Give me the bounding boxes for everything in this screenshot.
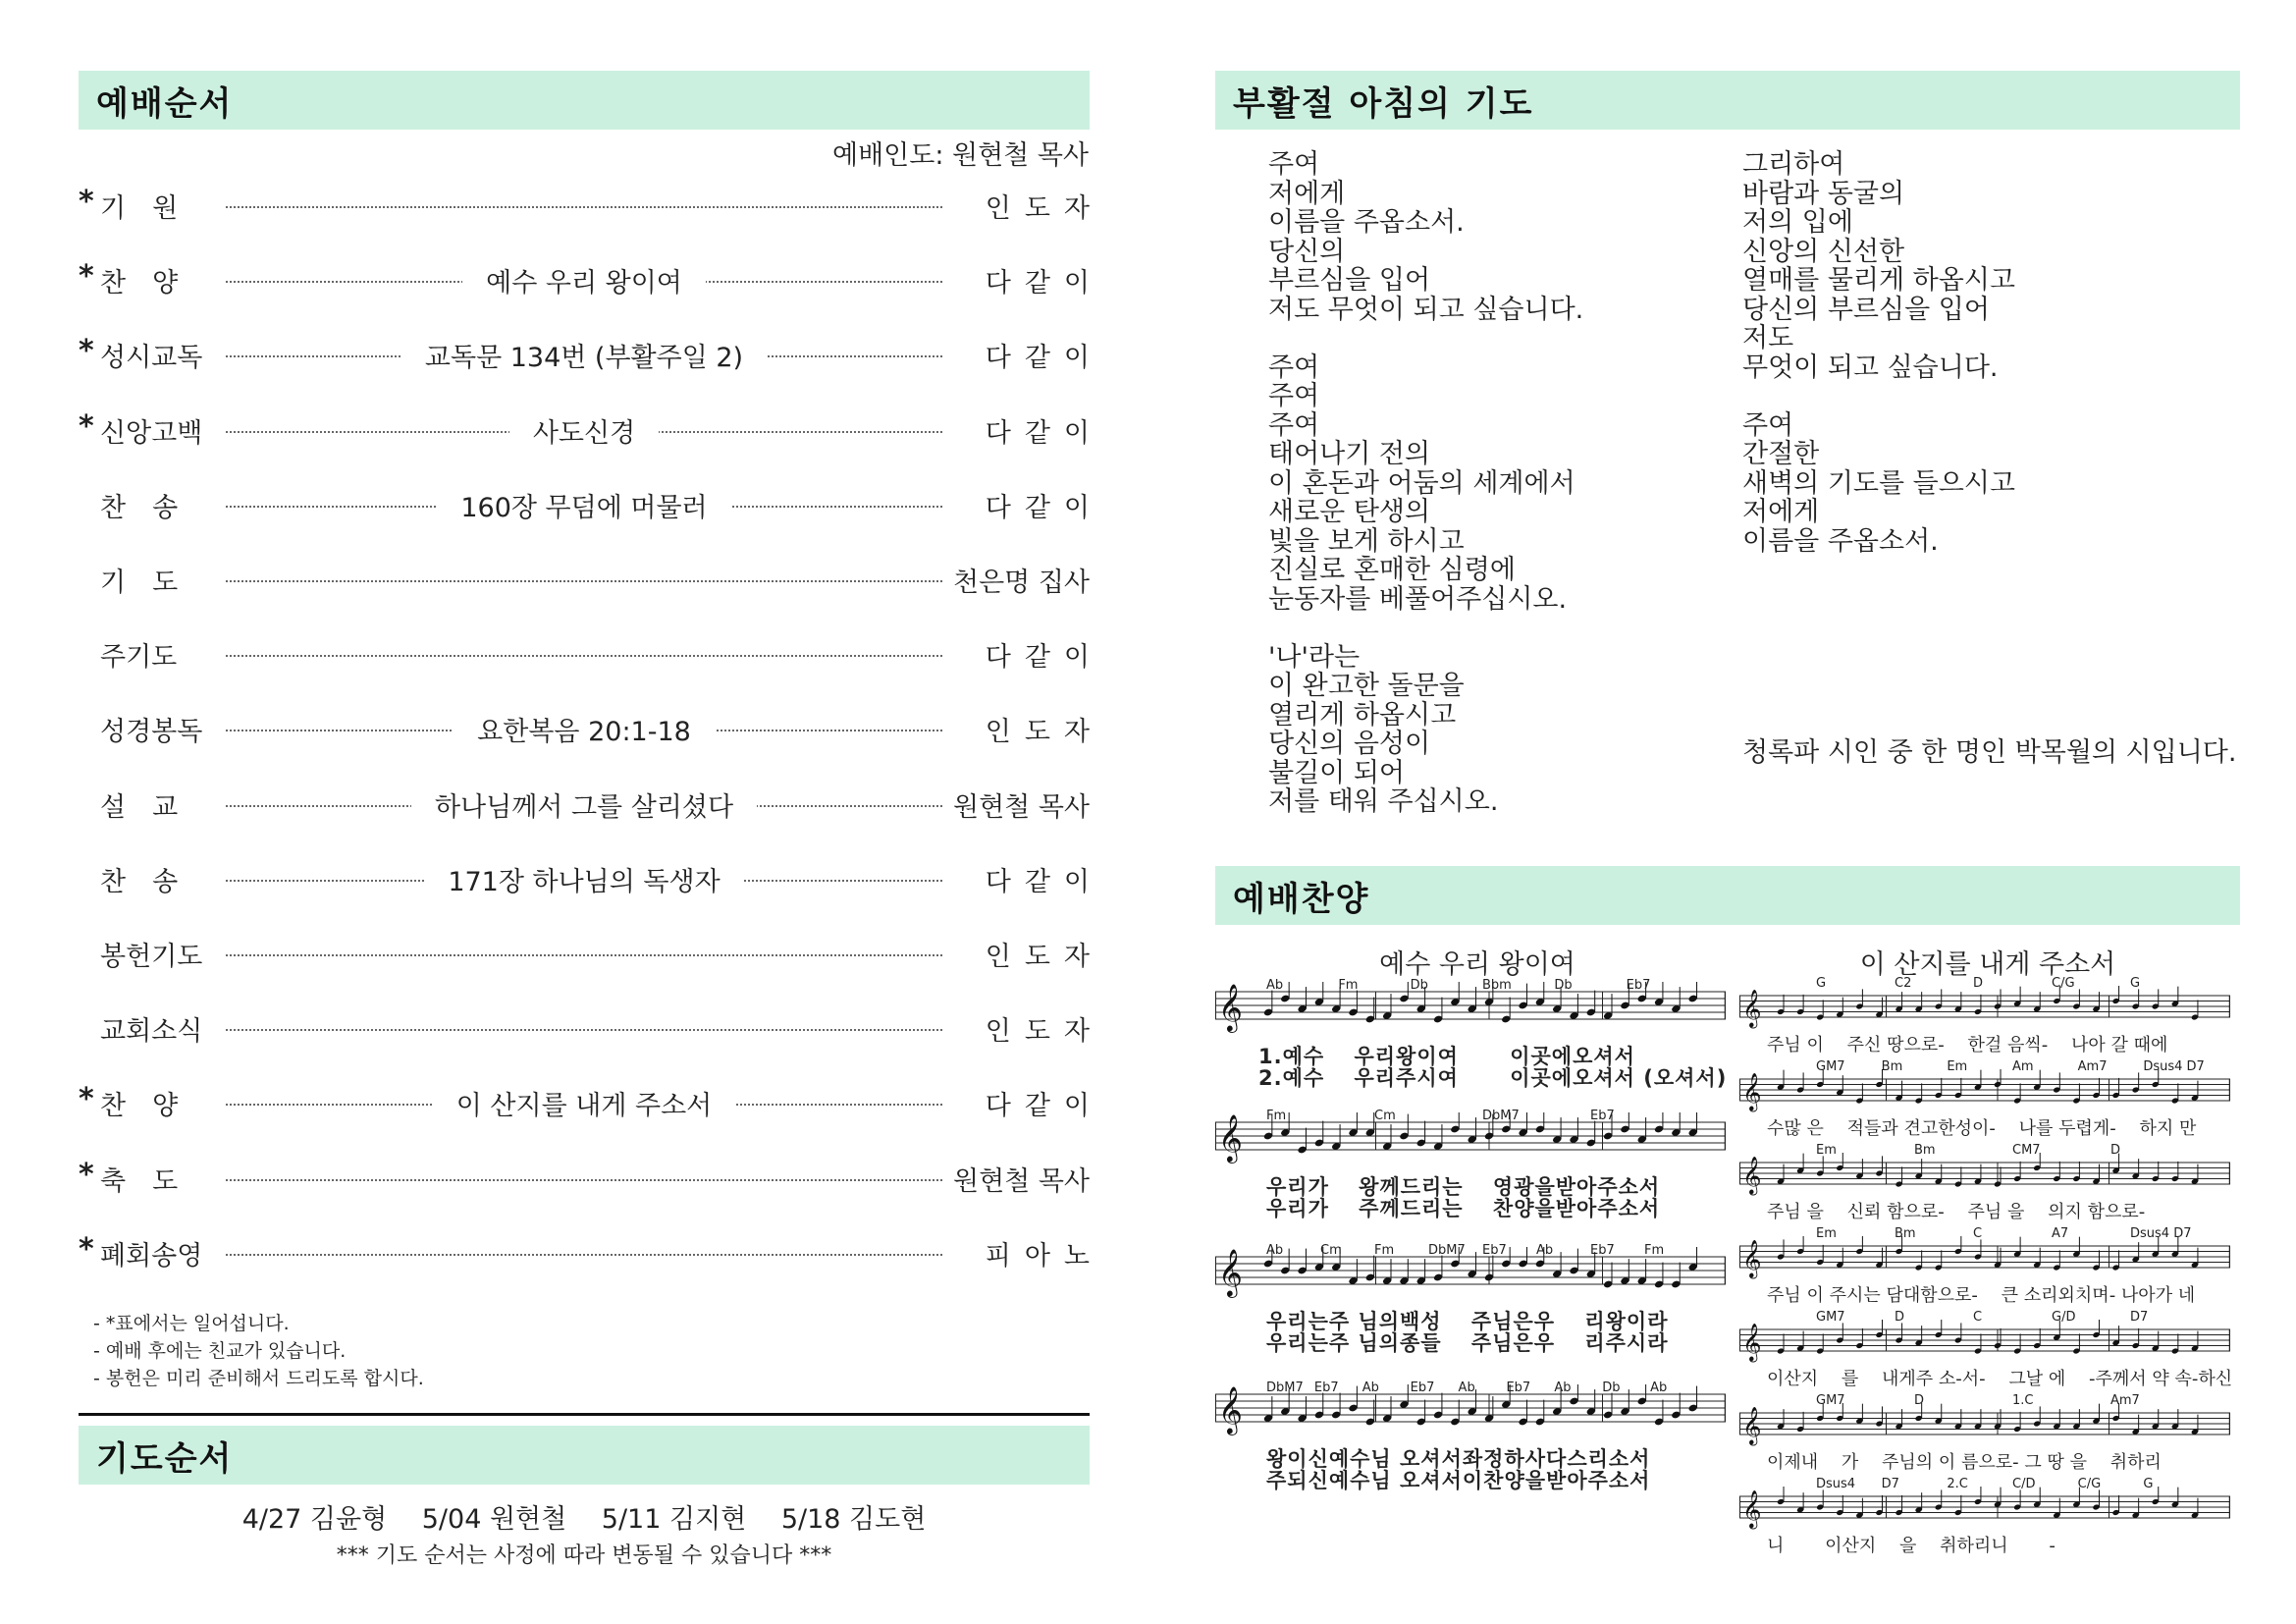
svg-text:𝄞: 𝄞 xyxy=(1742,1323,1762,1361)
chord-symbol: D xyxy=(1914,1393,1925,1408)
chord-symbol: C xyxy=(1973,1226,1983,1241)
leader-dots xyxy=(226,954,942,956)
poem-line: 당신의 부르심을 입어 xyxy=(1742,294,1990,325)
stanza-gap xyxy=(1268,324,1583,353)
worship-songs-header xyxy=(1215,866,2240,925)
song1-lyric-line: 1.예수 우리왕이여 이곳에오셔서 xyxy=(1258,1045,1635,1068)
chord-symbol: Db xyxy=(1554,978,1573,993)
chord-symbol: G xyxy=(2130,976,2141,991)
svg-text:𝄞: 𝄞 xyxy=(1218,1385,1243,1434)
poem-line: 태어나기 전의 xyxy=(1268,439,1431,469)
worship-leader: 예배인도: 원현철 목사 xyxy=(832,140,1089,171)
poem-line: 저에게 xyxy=(1268,178,1346,209)
chord-symbol: G/D xyxy=(2052,1310,2076,1325)
chord-symbol: Cm xyxy=(1320,1243,1342,1258)
order-item-label: 찬 양 xyxy=(100,1091,179,1122)
svg-text:𝄞: 𝄞 xyxy=(1218,1248,1243,1296)
song1-lyric-line: 우리는주 님의종들 주님은우 리주시라 xyxy=(1266,1331,1669,1355)
chord-symbol: Am7 xyxy=(2110,1393,2140,1408)
chord-symbol: A7 xyxy=(2052,1226,2069,1241)
leader-dots xyxy=(226,1179,942,1181)
poem-line: 열리게 하옵시고 xyxy=(1268,699,1457,731)
poem-line: 눈동자를 베풀어주십시오. xyxy=(1268,583,1568,615)
standing-mark: * xyxy=(79,334,94,369)
poem-line: '나'라는 xyxy=(1268,641,1361,673)
song1-title: 예수 우리 왕이여 xyxy=(1379,949,1575,980)
poem-line: 그리하여 xyxy=(1742,149,1845,180)
standing-mark: * xyxy=(79,259,94,295)
order-row xyxy=(79,631,1103,675)
easter-prayer-title: 부활절 아침의 기도 xyxy=(1233,83,1534,124)
svg-text:𝄞: 𝄞 xyxy=(1742,1489,1762,1528)
poem-line: 저도 무엇이 되고 싶습니다. xyxy=(1268,294,1584,325)
easter-prayer-header xyxy=(1215,71,2240,130)
chord-symbol: 2.C xyxy=(1947,1477,1968,1491)
poem-line: 신앙의 신선한 xyxy=(1742,236,1905,267)
order-row xyxy=(79,407,1103,451)
order-item-label: 찬 양 xyxy=(100,268,179,299)
svg-text:𝄞: 𝄞 xyxy=(1218,983,1243,1031)
song1-lyric-line: 주되신예수님 오셔서이찬양을받아주소서 xyxy=(1266,1469,1651,1492)
chord-symbol: Bbm xyxy=(1482,978,1512,993)
standing-mark: * xyxy=(79,1082,94,1117)
poem-line: 부르심을 입어 xyxy=(1268,265,1431,296)
prayer-order-header xyxy=(79,1426,1090,1485)
prayer-schedule: 4/27 김윤형 5/04 원현철 5/11 김지현 5/18 김도현 xyxy=(241,1504,927,1535)
order-item-text: 160장 무덤에 머물러 xyxy=(437,493,730,523)
order-item-performer: 인도자 xyxy=(985,942,1103,972)
chord-symbol: Fm xyxy=(1644,1243,1665,1258)
chord-symbol: Ab xyxy=(1554,1380,1572,1395)
chord-symbol: Ab xyxy=(1536,1243,1554,1258)
chord-symbol: D xyxy=(1973,976,1984,991)
chord-symbol: Eb7 xyxy=(1590,1243,1615,1258)
chord-symbol: Dsus4 D7 xyxy=(2143,1059,2205,1074)
order-row xyxy=(79,332,1103,375)
poem-line: 저를 태워 주십시오. xyxy=(1268,786,1499,817)
chord-symbol: C/G xyxy=(2077,1477,2102,1491)
order-row xyxy=(79,856,1103,899)
chord-symbol: Ab xyxy=(1362,1380,1379,1395)
poem-line: 주여 xyxy=(1742,409,1794,441)
svg-text:𝄞: 𝄞 xyxy=(1218,1113,1243,1162)
song2-lyric-line: 주님 을 신뢰 함으로- 주님 을 의지 함으로- xyxy=(1767,1202,2146,1222)
standing-mark: * xyxy=(79,1231,94,1267)
chord-symbol: Db xyxy=(1410,978,1428,993)
poem-credit: 청록파 시인 중 한 명인 박목월의 시입니다. xyxy=(1742,737,2237,768)
song2-lyric-line: 이산지 를 내게주 소-서- 그날 에 -주께서 약 속-하신 xyxy=(1767,1369,2233,1389)
standing-mark: * xyxy=(79,1157,94,1192)
order-item-performer: 피아노 xyxy=(985,1240,1103,1272)
order-item-label: 신앙고백 xyxy=(100,417,203,449)
order-row xyxy=(79,931,1103,974)
order-row xyxy=(79,257,1103,300)
chord-symbol: Fm xyxy=(1374,1243,1395,1258)
order-item-performer: 다같이 xyxy=(985,642,1103,674)
order-item-label: 성경봉독 xyxy=(100,717,203,748)
chord-symbol: C2 xyxy=(1895,976,1912,991)
leader-dots xyxy=(226,580,942,582)
leader-dots xyxy=(226,1254,942,1256)
order-item-label: 찬 송 xyxy=(100,866,179,897)
poem-line: 주여 xyxy=(1268,409,1320,441)
stanza-gap xyxy=(1742,382,2015,411)
order-item-text: 이 산지를 내게 주소서 xyxy=(433,1091,736,1121)
order-item-label: 축 도 xyxy=(100,1165,179,1197)
chord-symbol: Fm xyxy=(1266,1109,1287,1123)
standing-mark: * xyxy=(79,408,94,444)
order-item-label: 기 원 xyxy=(100,193,179,224)
song1-lyric-line: 왕이신예수님 오셔서좌정하사다스리소서 xyxy=(1266,1447,1651,1471)
order-row xyxy=(79,1080,1103,1123)
poem-line: 간절한 xyxy=(1742,439,1820,469)
order-row xyxy=(79,557,1090,600)
song1-staff xyxy=(1215,1112,1726,1171)
poem-line: 무엇이 되고 싶습니다. xyxy=(1742,352,1999,383)
order-item-text: 하나님께서 그를 살리셨다 xyxy=(411,792,757,823)
order-item-performer: 천은명 집사 xyxy=(953,568,1090,598)
leader-dots xyxy=(226,206,942,208)
chord-symbol: Em xyxy=(1816,1226,1837,1241)
order-item-content xyxy=(226,486,942,524)
order-item-label: 찬 송 xyxy=(100,492,179,523)
poem-line: 주여 xyxy=(1268,149,1320,180)
chord-symbol: Cm xyxy=(1374,1109,1396,1123)
order-item-content xyxy=(226,860,942,898)
song2-title: 이 산지를 내게 주소서 xyxy=(1859,949,2116,980)
order-item-performer: 원현철 목사 xyxy=(953,791,1090,823)
order-item-performer: 다같이 xyxy=(985,417,1103,449)
chord-symbol: Bm xyxy=(1881,1059,1903,1074)
poem-line: 주여 xyxy=(1268,352,1320,383)
order-row xyxy=(79,183,1103,226)
chord-symbol: Ab xyxy=(1266,1243,1284,1258)
chord-symbol: D xyxy=(1895,1310,1905,1325)
order-item-performer: 인도자 xyxy=(985,193,1103,224)
poem-line: 새벽의 기도를 들으시고 xyxy=(1742,467,2015,499)
poem-line: 저의 입에 xyxy=(1742,207,1853,238)
chord-symbol: Ab xyxy=(1650,1380,1668,1395)
worship-order-title: 예배순서 xyxy=(96,83,234,124)
note-line: - 예배 후에는 친교가 있습니다. xyxy=(93,1340,347,1362)
chord-symbol: Em xyxy=(1816,1143,1837,1158)
worship-songs-title: 예배찬양 xyxy=(1233,879,1370,919)
standing-mark: * xyxy=(79,185,94,219)
song1-lyric-line: 우리가 왕께드리는 영광을받아주소서 xyxy=(1266,1175,1661,1199)
order-item-label: 봉헌기도 xyxy=(100,942,203,972)
poem-line: 저도 xyxy=(1742,323,1794,353)
chord-symbol: Eb7 xyxy=(1410,1380,1435,1395)
song2-lyric-line: 니 이산지 을 취하리니 - xyxy=(1767,1536,2056,1556)
poem-column-1 xyxy=(1268,150,1583,817)
order-item-label: 주기도 xyxy=(100,642,178,674)
chord-symbol: Ab xyxy=(1266,978,1284,993)
order-item-performer: 원현철 목사 xyxy=(953,1165,1090,1197)
order-row xyxy=(79,1230,1103,1273)
leader-dots xyxy=(226,655,942,657)
order-row xyxy=(79,706,1103,749)
chord-symbol: Am xyxy=(2012,1059,2034,1074)
note-line: - *표에서는 일어섭니다. xyxy=(93,1313,290,1334)
song1-lyric-line: 2.예수 우리주시여 이곳에오셔서 (오셔서) xyxy=(1258,1066,1728,1090)
chord-symbol: DbM7 xyxy=(1428,1243,1466,1258)
song1-lyric-line: 우리가 주께드리는 찬양을받아주소서 xyxy=(1266,1197,1661,1220)
prayer-order-title: 기도순서 xyxy=(96,1438,234,1479)
order-item-content xyxy=(226,710,942,748)
order-item-performer: 인도자 xyxy=(985,1016,1103,1048)
chord-symbol: C/D xyxy=(2012,1477,2036,1491)
order-item-text: 예수 우리 왕이여 xyxy=(462,268,706,298)
worship-order-header xyxy=(79,71,1090,130)
chord-symbol: D7 xyxy=(2130,1310,2149,1325)
chord-symbol: Eb7 xyxy=(1626,978,1651,993)
order-item-label: 교회소식 xyxy=(100,1016,203,1048)
poem-line: 열매를 물리게 하옵시고 xyxy=(1742,265,2015,296)
stanza-gap xyxy=(1268,614,1583,643)
chord-symbol: Ab xyxy=(1458,1380,1475,1395)
chord-symbol: CM7 xyxy=(2012,1143,2041,1158)
order-row xyxy=(79,1005,1103,1049)
svg-text:𝄞: 𝄞 xyxy=(1742,989,1762,1027)
poem-line: 이 혼돈과 어둠의 세계에서 xyxy=(1268,467,1575,499)
chord-symbol: C xyxy=(1973,1310,1983,1325)
chord-symbol: Em xyxy=(1947,1059,1968,1074)
chord-symbol: Fm xyxy=(1338,978,1359,993)
svg-text:𝄞: 𝄞 xyxy=(1742,1406,1762,1444)
chord-symbol: Bm xyxy=(1914,1143,1936,1158)
worship-notes xyxy=(93,1310,424,1392)
svg-text:𝄞: 𝄞 xyxy=(1742,1239,1762,1277)
chord-symbol: GM7 xyxy=(1816,1393,1845,1408)
chord-symbol: Bm xyxy=(1895,1226,1916,1241)
leader-dots xyxy=(226,1029,942,1031)
order-item-label: 설 교 xyxy=(100,791,179,823)
song1-lyric-line: 우리는주 님의백성 주님은우 리왕이라 xyxy=(1266,1310,1669,1333)
chord-symbol: GM7 xyxy=(1816,1059,1845,1074)
order-item-label: 기 도 xyxy=(100,568,179,598)
poem-line: 당신의 음성이 xyxy=(1268,729,1431,759)
order-item-content xyxy=(226,785,942,824)
chord-symbol: Eb7 xyxy=(1506,1380,1531,1395)
order-item-label: 폐회송영 xyxy=(100,1240,203,1272)
poem-line: 진실로 혼매한 심령에 xyxy=(1268,555,1516,585)
chord-symbol: Dsus4 xyxy=(1816,1477,1856,1491)
order-item-performer: 다같이 xyxy=(985,866,1103,897)
order-row xyxy=(79,1156,1090,1199)
chord-symbol: Eb7 xyxy=(1590,1109,1615,1123)
chord-symbol: DbM7 xyxy=(1266,1380,1304,1395)
order-item-performer: 다같이 xyxy=(985,343,1103,374)
order-item-content xyxy=(226,411,942,450)
song2-lyric-line: 주님 이 주시는 담대함으로- 큰 소리외치며- 나아가 네 xyxy=(1767,1285,2196,1306)
poem-line: 새로운 탄생의 xyxy=(1268,497,1431,527)
poem-line: 불길이 되어 xyxy=(1268,757,1405,788)
order-item-text: 교독문 134번 (부활주일 2) xyxy=(401,343,767,373)
poem-line: 주여 xyxy=(1268,381,1320,411)
order-item-performer: 다같이 xyxy=(985,268,1103,299)
chord-symbol: C/G xyxy=(2052,976,2075,991)
chord-symbol: GM7 xyxy=(1816,1310,1845,1325)
order-item-text: 171장 하나님의 독생자 xyxy=(424,867,743,897)
chord-symbol: G xyxy=(1816,976,1827,991)
svg-text:𝄞: 𝄞 xyxy=(1742,1072,1762,1110)
poem-line: 빛을 보게 하시고 xyxy=(1268,525,1465,557)
chord-symbol: Am7 xyxy=(2077,1059,2108,1074)
note-line: - 봉헌은 미리 준비해서 드리도록 합시다. xyxy=(93,1368,424,1389)
chord-symbol: Eb7 xyxy=(1313,1380,1339,1395)
poem-line: 이 완고한 돌문을 xyxy=(1268,671,1465,701)
song2-lyric-line: 이제내 가 주님의 이 름으로- 그 땅 을 취하리 xyxy=(1767,1452,2162,1473)
chord-symbol: DbM7 xyxy=(1482,1109,1520,1123)
chord-symbol: G xyxy=(2143,1477,2154,1491)
svg-text:𝄞: 𝄞 xyxy=(1742,1156,1762,1194)
poem-line: 바람과 동굴의 xyxy=(1742,178,1905,209)
order-item-text: 사도신경 xyxy=(509,418,659,449)
song2-lyric-line: 주님 이 주신 땅으로- 한걸 음씩- 나아 갈 때에 xyxy=(1767,1035,2168,1056)
order-item-content xyxy=(226,336,942,374)
chord-symbol: Db xyxy=(1602,1380,1621,1395)
order-item-performer: 인도자 xyxy=(985,717,1103,748)
chord-symbol: Eb7 xyxy=(1482,1243,1507,1258)
prayer-schedule-note: *** 기도 순서는 사정에 따라 변동될 수 있습니다 *** xyxy=(336,1543,832,1568)
chord-symbol: D xyxy=(2110,1143,2121,1158)
poem-column-2 xyxy=(1742,150,2015,556)
song2-lyric-line: 수많 은 적들과 견고한성이- 나를 두렵게- 하지 만 xyxy=(1767,1118,2197,1139)
order-item-performer: 다같이 xyxy=(985,492,1103,523)
order-row xyxy=(79,482,1103,525)
chord-symbol: D7 xyxy=(1881,1477,1899,1491)
order-row xyxy=(79,782,1090,825)
poem-line: 당신의 xyxy=(1268,236,1346,267)
chord-symbol: Dsus4 D7 xyxy=(2130,1226,2192,1241)
chord-symbol: 1.C xyxy=(2012,1393,2034,1408)
order-item-content xyxy=(226,261,942,299)
poem-line: 저에게 xyxy=(1742,497,1820,527)
order-item-content xyxy=(226,1084,942,1122)
order-item-text: 요한복음 20:1-18 xyxy=(454,717,715,747)
order-item-label: 성시교독 xyxy=(100,343,203,374)
order-item-performer: 다같이 xyxy=(985,1091,1103,1122)
poem-line: 이름을 주옵소서. xyxy=(1268,207,1465,238)
section-divider xyxy=(79,1413,1090,1416)
poem-line: 이름을 주옵소서. xyxy=(1742,525,1939,557)
